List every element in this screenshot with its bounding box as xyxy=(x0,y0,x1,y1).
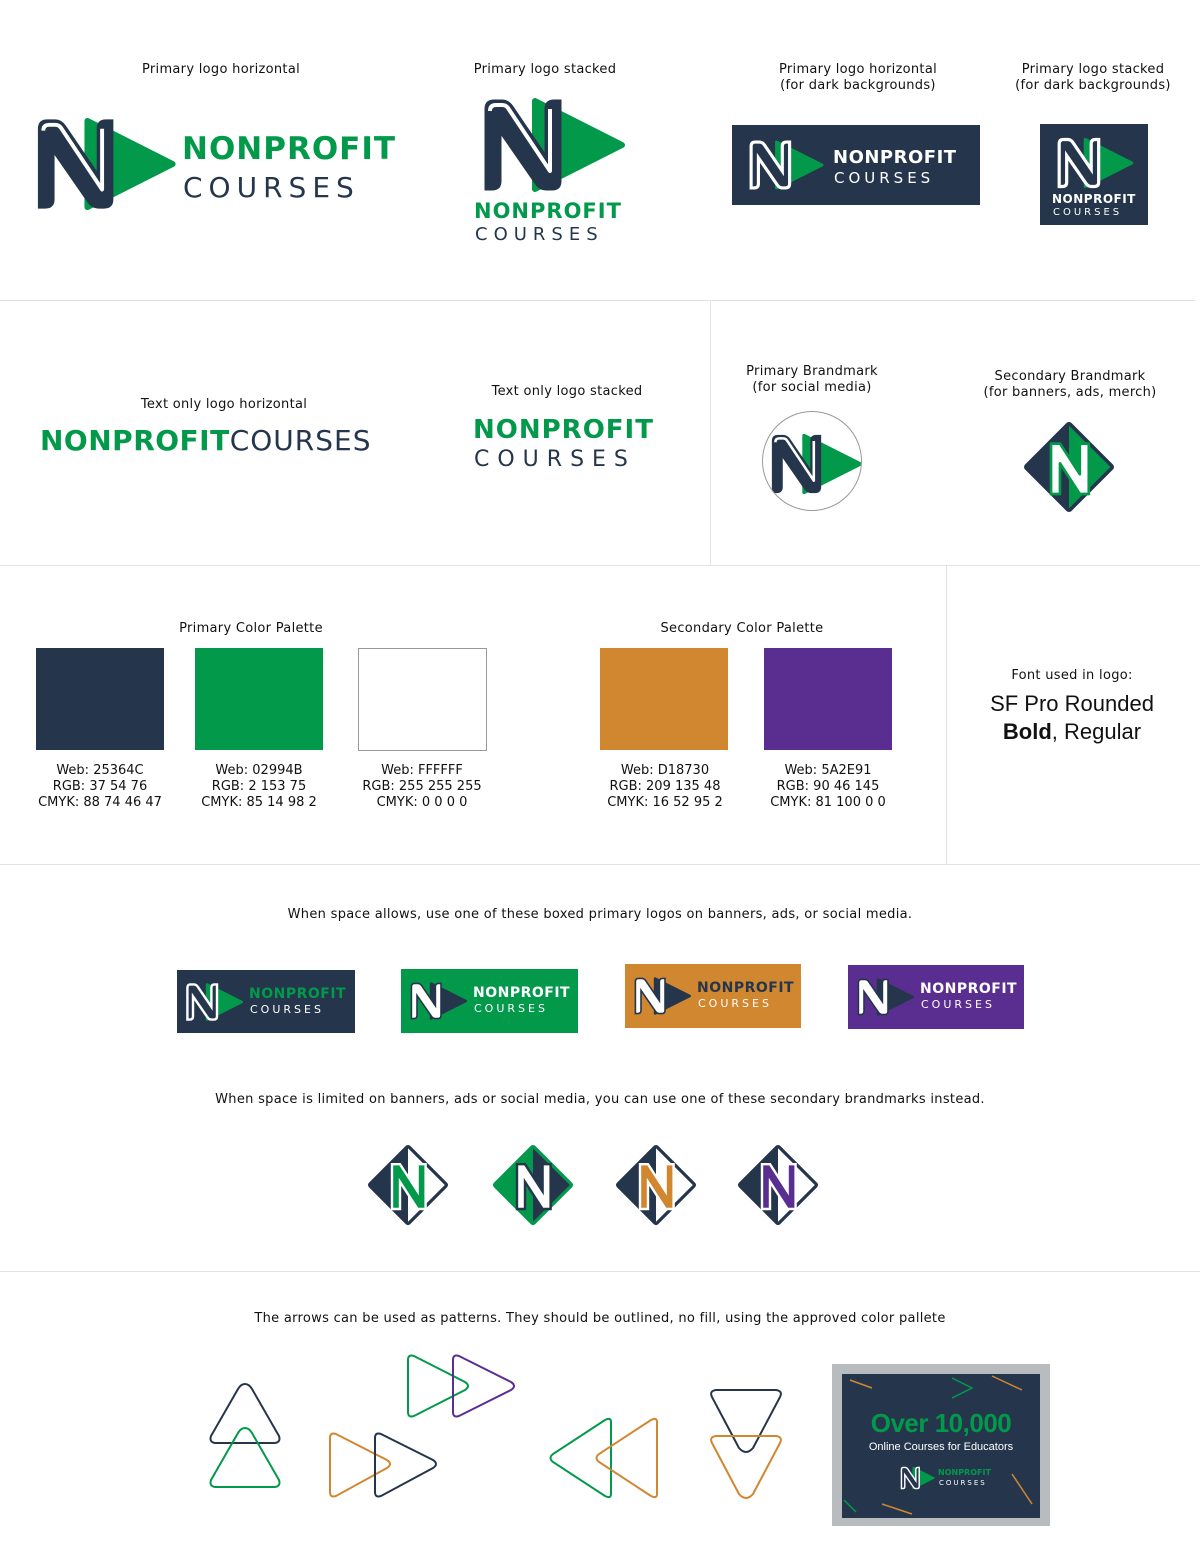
logo-word-courses: COURSES xyxy=(921,998,995,1011)
arrow-pattern-down-icon xyxy=(706,1386,786,1504)
dark-logo-horizontal xyxy=(732,125,980,205)
logo-word-nonprofit: NONPROFIT xyxy=(1052,192,1136,206)
font-label: Font used in logo: xyxy=(1011,668,1133,683)
dark-logo-stacked xyxy=(1040,124,1148,225)
cmyk-value: CMYK: 85 14 98 2 xyxy=(201,795,317,810)
logo-word-nonprofit: NONPROFIT xyxy=(473,985,571,1001)
logo-word-courses: COURSES xyxy=(183,171,360,204)
swatch-info xyxy=(337,763,507,811)
caption-primary-horizontal: Primary logo horizontal xyxy=(141,62,300,77)
n-triangle-logo-icon xyxy=(1056,136,1136,190)
boxed-logo-orange xyxy=(625,964,801,1028)
diamond-brandmark-white-icon xyxy=(493,1145,573,1225)
diamond-brandmark-purple-icon xyxy=(738,1145,818,1225)
boxed-caption: When space allows, use one of these boxed primary logos on banners, ads, or social media. xyxy=(287,907,913,922)
text-logo-stacked xyxy=(473,415,663,475)
logo-word-courses: COURSES xyxy=(698,997,772,1010)
cmyk-value: CMYK: 88 74 46 47 xyxy=(38,795,162,810)
caption-primary-brandmark xyxy=(712,364,912,396)
diamond-brandmark-green-icon xyxy=(368,1145,448,1225)
n-triangle-logo-icon xyxy=(748,139,826,191)
swatch-navy xyxy=(36,648,164,750)
font-weight-bold: Bold xyxy=(1002,719,1052,744)
rgb-value: RGB: 255 255 255 xyxy=(362,779,482,794)
web-value: Web: 5A2E91 xyxy=(784,763,872,778)
caption-line: Primary logo horizontal xyxy=(778,62,937,77)
n-triangle-logo-icon xyxy=(633,976,693,1016)
cmyk-value: CMYK: 0 0 0 0 xyxy=(376,795,468,810)
diamond-brandmark-orange-icon xyxy=(616,1145,696,1225)
web-value: Web: 02994B xyxy=(215,763,303,778)
caption-line: (for banners, ads, merch) xyxy=(983,385,1157,400)
n-triangle-logo-icon xyxy=(32,115,182,213)
logo-word-nonprofit: NONPROFIT xyxy=(473,415,654,445)
brandmark-caption: When space is limited on banners, ads or social media, you can use one of these secondary brandmarks instead. xyxy=(215,1092,985,1107)
caption-secondary-brandmark xyxy=(970,369,1170,401)
primary-palette-title: Primary Color Palette xyxy=(179,621,323,636)
font-weight-rest: , Regular xyxy=(1051,719,1142,744)
n-triangle-logo-icon xyxy=(900,1466,936,1490)
web-value: Web: FFFFFF xyxy=(381,763,463,778)
caption-line: (for dark backgrounds) xyxy=(780,78,936,93)
primary-logo-stacked xyxy=(470,95,630,245)
arrow-pattern-left-icon xyxy=(545,1418,665,1500)
secondary-palette-title: Secondary Color Palette xyxy=(660,621,824,636)
billboard-subline: Online Courses for Educators xyxy=(868,1441,1014,1453)
caption-dark-horizontal xyxy=(758,62,958,94)
cmyk-value: CMYK: 81 100 0 0 xyxy=(770,795,886,810)
caption-dark-stacked xyxy=(993,62,1193,94)
divider xyxy=(0,300,1195,301)
swatch-info xyxy=(15,763,185,811)
boxed-logo-purple xyxy=(848,965,1024,1029)
font-name: SF Pro Rounded xyxy=(990,691,1154,716)
caption-line: Secondary Brandmark xyxy=(994,369,1146,384)
logo-word-courses: COURSES xyxy=(475,224,604,245)
logo-word-nonprofit: NONPROFIT xyxy=(182,131,397,167)
rgb-value: RGB: 2 153 75 xyxy=(211,779,307,794)
swatch-purple xyxy=(764,648,892,750)
boxed-logo-navy xyxy=(177,970,355,1033)
web-value: Web: 25364C xyxy=(56,763,144,778)
swatch-green xyxy=(195,648,323,750)
divider xyxy=(946,566,947,864)
logo-word-courses: COURSES xyxy=(229,424,372,457)
billboard-panel xyxy=(842,1374,1040,1518)
text-logo-horizontal xyxy=(40,424,371,457)
billboard-mockup xyxy=(832,1364,1050,1526)
n-triangle-logo-icon xyxy=(480,95,630,195)
caption-line: (for social media) xyxy=(752,380,872,395)
swatch-orange xyxy=(600,648,728,750)
divider xyxy=(0,565,1200,566)
swatch-info xyxy=(743,763,913,811)
logo-word-nonprofit: NONPROFIT xyxy=(938,1468,991,1477)
swatch-white xyxy=(358,648,487,751)
logo-word-nonprofit: NONPROFIT xyxy=(697,980,795,996)
logo-word-courses: COURSES xyxy=(834,169,935,187)
rgb-value: RGB: 209 135 48 xyxy=(609,779,721,794)
divider xyxy=(710,301,711,565)
diamond-brandmark-icon xyxy=(1024,422,1114,512)
logo-word-nonprofit: NONPROFIT xyxy=(474,199,622,223)
primary-brandmark xyxy=(762,411,862,511)
logo-word-courses: COURSES xyxy=(474,447,636,472)
caption-line: Primary Brandmark xyxy=(746,364,878,379)
rgb-value: RGB: 37 54 76 xyxy=(52,779,148,794)
font-weights xyxy=(962,719,1182,745)
n-triangle-logo-icon xyxy=(185,982,245,1022)
divider xyxy=(0,864,1200,865)
swatch-info xyxy=(580,763,750,811)
n-triangle-logo-icon xyxy=(409,981,469,1021)
caption-line: Primary logo stacked xyxy=(1021,62,1165,77)
n-triangle-logo-icon xyxy=(856,977,916,1017)
logo-word-nonprofit: NONPROFIT xyxy=(40,424,230,457)
logo-word-courses: COURSES xyxy=(939,1479,987,1487)
boxed-logo-green xyxy=(401,969,578,1033)
divider xyxy=(0,1271,1200,1272)
logo-word-nonprofit: NONPROFIT xyxy=(249,986,347,1002)
arrow-pattern-right-icon xyxy=(325,1352,520,1507)
web-value: Web: D18730 xyxy=(620,763,710,778)
primary-logo-horizontal xyxy=(32,115,412,215)
logo-word-courses: COURSES xyxy=(1053,207,1123,218)
logo-word-nonprofit: NONPROFIT xyxy=(833,147,957,168)
logo-word-courses: COURSES xyxy=(474,1002,548,1015)
caption-primary-stacked: Primary logo stacked xyxy=(473,62,617,77)
logo-word-nonprofit: NONPROFIT xyxy=(920,981,1018,997)
caption-text-stacked: Text only logo stacked xyxy=(491,384,643,399)
n-triangle-brandmark-icon xyxy=(769,432,862,496)
caption-text-horizontal: Text only logo horizontal xyxy=(140,397,308,412)
patterns-caption: The arrows can be used as patterns. They should be outlined, no fill, using the approved color pallete xyxy=(254,1311,946,1326)
cmyk-value: CMYK: 16 52 95 2 xyxy=(607,795,723,810)
rgb-value: RGB: 90 46 145 xyxy=(776,779,880,794)
arrow-pattern-up-icon xyxy=(205,1380,285,1495)
logo-word-courses: COURSES xyxy=(250,1003,324,1016)
billboard-headline: Over 10,000 xyxy=(870,1408,1012,1438)
swatch-info xyxy=(174,763,344,811)
caption-line: (for dark backgrounds) xyxy=(1015,78,1171,93)
